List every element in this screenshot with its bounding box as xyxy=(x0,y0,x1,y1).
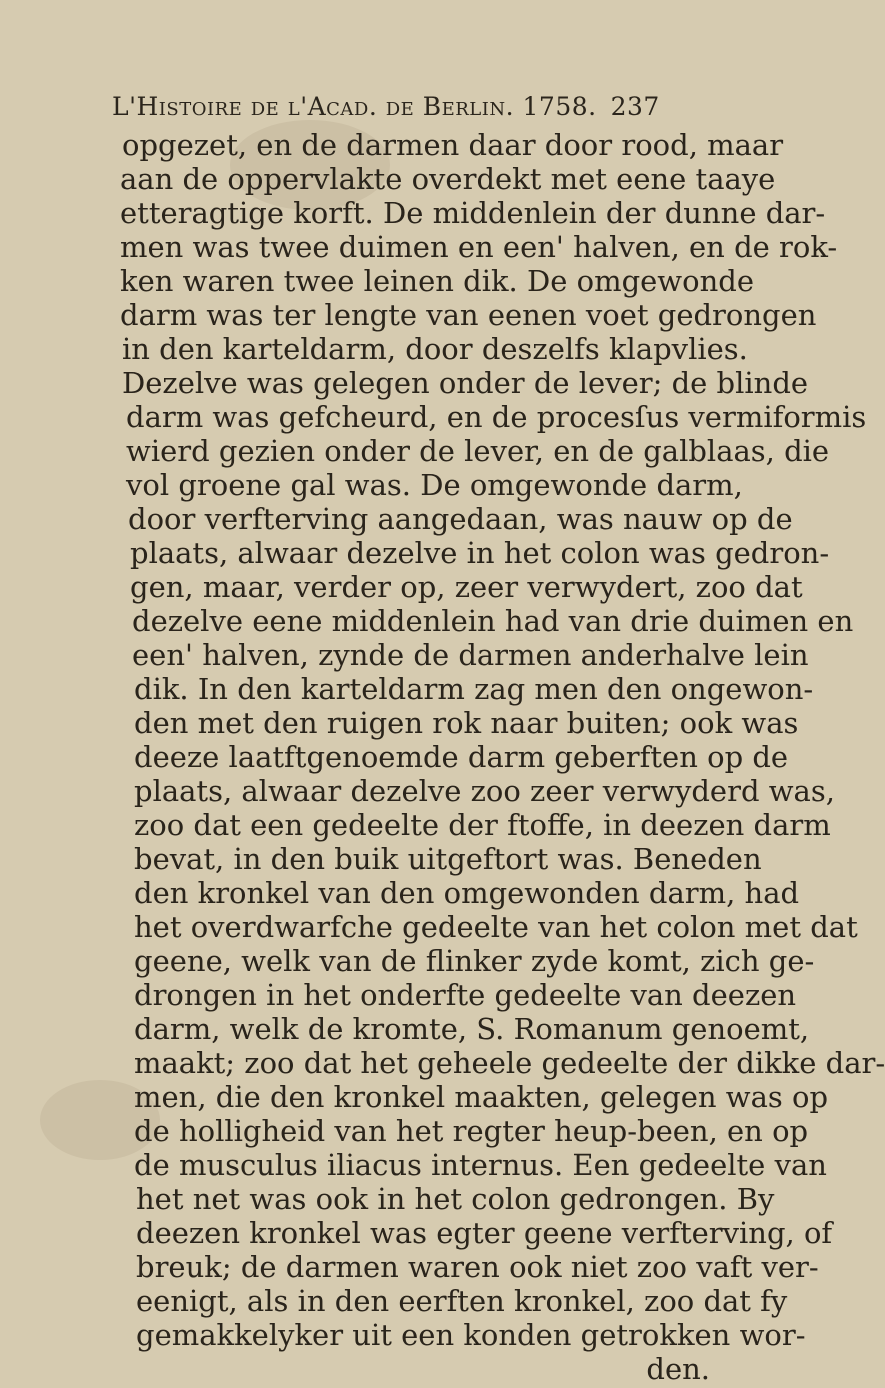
text-line-final: den. xyxy=(646,1352,710,1386)
text-line: wierd gezien onder de lever, en de galblaas, die xyxy=(126,434,830,468)
text-line: maakt; zoo dat het geheele gedeelte der dikke dar- xyxy=(134,1046,885,1080)
text-line: ken waren twee leinen dik. De omgewonde xyxy=(120,264,754,298)
text-line: het overdwarfche gedeelte van het colon met dat xyxy=(134,910,858,944)
text-line: dezelve eene middenlein had van drie duimen en xyxy=(132,604,854,638)
text-line: men, die den kronkel maakten, gelegen was op xyxy=(134,1080,829,1114)
running-head xyxy=(112,92,660,121)
text-line: Dezelve was gelegen onder de lever; de blinde xyxy=(122,366,809,400)
text-line: etteragtige korft. De middenlein der dunne dar- xyxy=(120,196,826,230)
text-line: darm, welk de kromte, S. Romanum genoemt, xyxy=(134,1012,810,1046)
text-line: gemakkelyker uit een konden getrokken wor- xyxy=(136,1318,806,1352)
text-line: de musculus iliacus internus. Een gedeelte van xyxy=(134,1148,827,1182)
text-line: deeze laatftgenoemde darm geberften op de xyxy=(134,740,789,774)
running-head-title: L'Histoire de l'Acad. de Berlin. 1758. xyxy=(112,92,597,121)
text-line: darm was gefcheurd, en de procesſus vermiformis xyxy=(126,400,867,434)
text-line: dik. In den karteldarm zag men den ongewon- xyxy=(134,672,814,706)
text-line: breuk; de darmen waren ook niet zoo vaft ver- xyxy=(136,1250,819,1284)
text-line: opgezet, en de darmen daar door rood, maar xyxy=(122,128,784,162)
text-line: zoo dat een gedeelte der ftoffe, in deezen darm xyxy=(134,808,831,842)
text-line: door verfterving aangedaan, was nauw op de xyxy=(128,502,793,536)
text-line: geene, welk van de flinker zyde komt, zich ge- xyxy=(134,944,815,978)
text-line: vol groene gal was. De omgewonde darm, xyxy=(126,468,743,502)
text-line: deezen kronkel was egter geene verfterving, of xyxy=(136,1216,833,1250)
text-line: plaats, alwaar dezelve zoo zeer verwyderd was, xyxy=(134,774,835,808)
text-line: in den karteldarm, door deszelfs klapvlies. xyxy=(122,332,748,366)
text-line: de holligheid van het regter heup-been, en op xyxy=(134,1114,809,1148)
text-line: den kronkel van den omgewonden darm, had xyxy=(134,876,800,910)
text-line: het net was ook in het colon gedrongen. By xyxy=(136,1182,775,1216)
text-line: gen, maar, verder op, zeer verwydert, zoo dat xyxy=(130,570,803,604)
text-line: plaats, alwaar dezelve in het colon was gedron- xyxy=(130,536,830,570)
text-line: aan de oppervlakte overdekt met eene taaye xyxy=(120,162,776,196)
text-line: men was twee duimen en een' halven, en de rok- xyxy=(120,230,838,264)
text-line: darm was ter lengte van eenen voet gedrongen xyxy=(120,298,817,332)
text-line: eenigt, als in den eerften kronkel, zoo dat fy xyxy=(136,1284,788,1318)
text-line: drongen in het onderfte gedeelte van deezen xyxy=(134,978,797,1012)
text-line: bevat, in den buik uitgeftort was. Beneden xyxy=(134,842,762,876)
page-number: 237 xyxy=(610,92,660,121)
text-line: een' halven, zynde de darmen anderhalve lein xyxy=(132,638,809,672)
text-line: den met den ruigen rok naar buiten; ook was xyxy=(134,706,799,740)
